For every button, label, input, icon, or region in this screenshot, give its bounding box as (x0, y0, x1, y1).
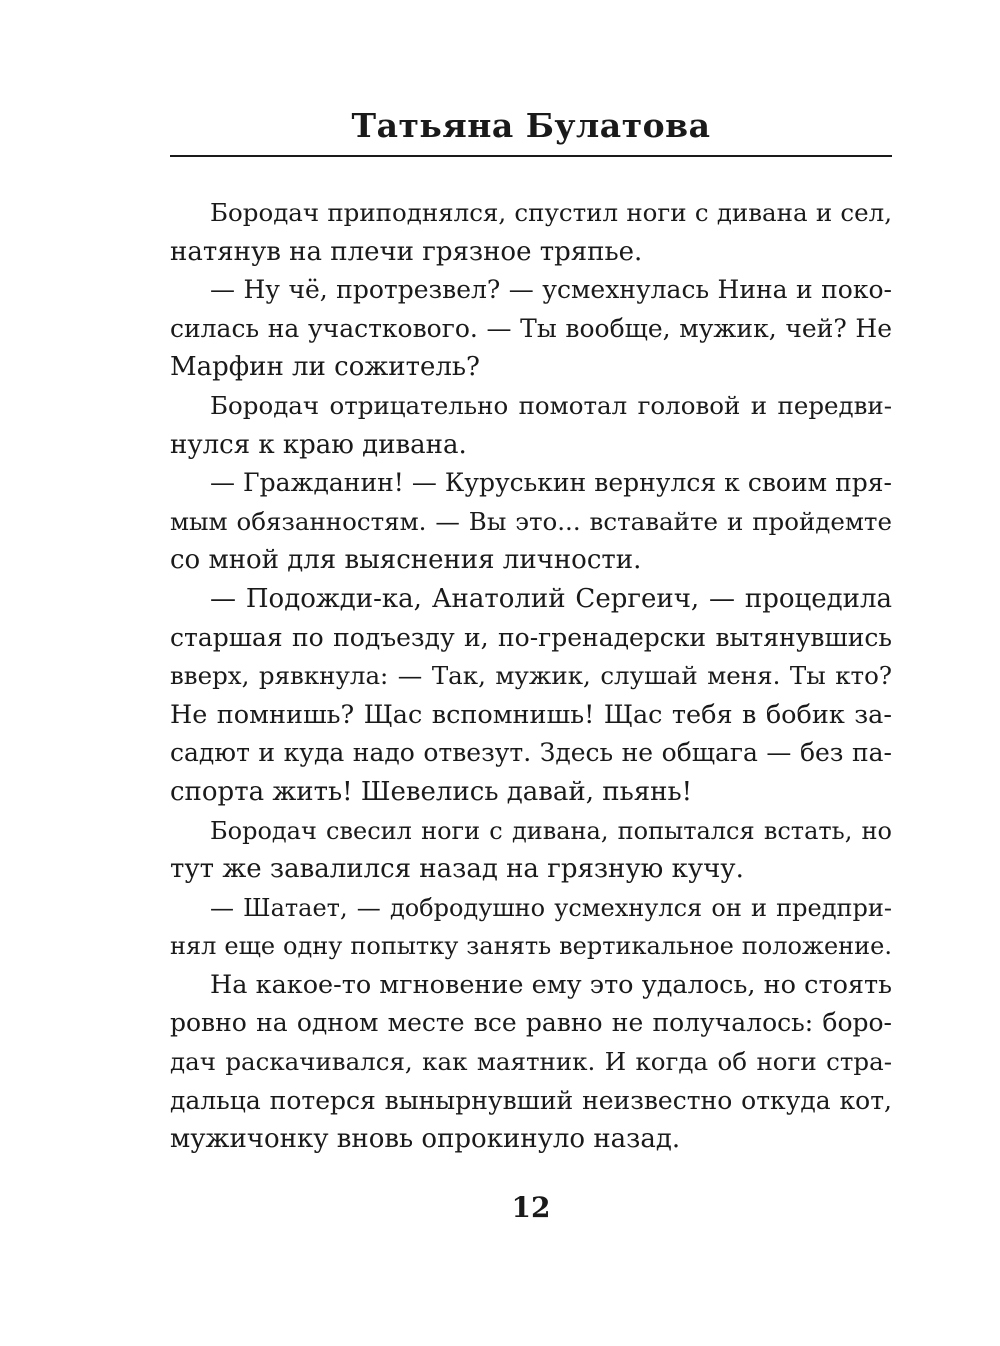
text-line: натянув на плечи грязное тряпье. (170, 236, 643, 267)
text-line: На какое-то мгновение ему это удалось, но стоять (210, 969, 892, 1000)
text-line: дач раскачивался, как маятник. И когда об ноги стра- (170, 1047, 892, 1077)
text-line: дальца потерся вынырнувший неизвестно откуда кот, (170, 1085, 892, 1115)
header-rule (170, 155, 892, 157)
text-line: Бородач приподнялся, спустил ноги с дивана и сел, (210, 198, 892, 227)
text-line: вверх, рявкнула: — Так, мужик, слушай меня. Ты кто? (170, 661, 892, 691)
text-line: нулся к краю дивана. (170, 429, 467, 460)
text-line: силась на участкового. — Ты вообще, мужик, чей? Не (170, 313, 892, 343)
text-line: тут же завалился назад на грязную кучу. (170, 854, 744, 885)
text-line: садют и куда надо отвезут. Здесь не общага — без па- (170, 738, 892, 768)
text-line: — Ну чё, протрезвел? — усмехнулась Нина и поко- (210, 275, 892, 305)
text-line: Не помнишь? Щас вспомнишь! Щас тебя в бобик за- (170, 699, 892, 730)
text-line: — Гражданин! — Куруськин вернулся к своим пря- (210, 468, 892, 498)
text-line: нял еще одну попытку занять вертикальное положение. (170, 932, 892, 961)
text-line: ровно на одном месте все равно не получалось: боро- (170, 1008, 892, 1038)
text-line: спорта жить! Шевелись давай, пьянь! (170, 776, 693, 807)
text-line: мым обязанностям. — Вы это... вставайте и пройдемте (170, 506, 892, 536)
body-text (170, 194, 892, 1159)
text-line: мужичонку вновь опрокинуло назад. (170, 1124, 681, 1155)
text-line: Марфин ли сожитель? (170, 352, 480, 383)
running-head-author: Татьяна Булатова (351, 106, 711, 145)
text-line: старшая по подъезду и, по-гренадерски вытянувшись (170, 622, 892, 652)
text-line: со мной для выяснения личности. (170, 545, 642, 576)
page-number: 12 (511, 1191, 551, 1224)
text-line: — Шатает, — добродушно усмехнулся он и предпри- (210, 893, 892, 922)
text-line: Бородач отрицательно помотал головой и передви- (210, 390, 892, 420)
text-line: — Подожди-ка, Анатолий Сергеич, — процедила (210, 583, 892, 614)
text-line: Бородач свесил ноги с дивана, попытался встать, но (210, 816, 892, 845)
